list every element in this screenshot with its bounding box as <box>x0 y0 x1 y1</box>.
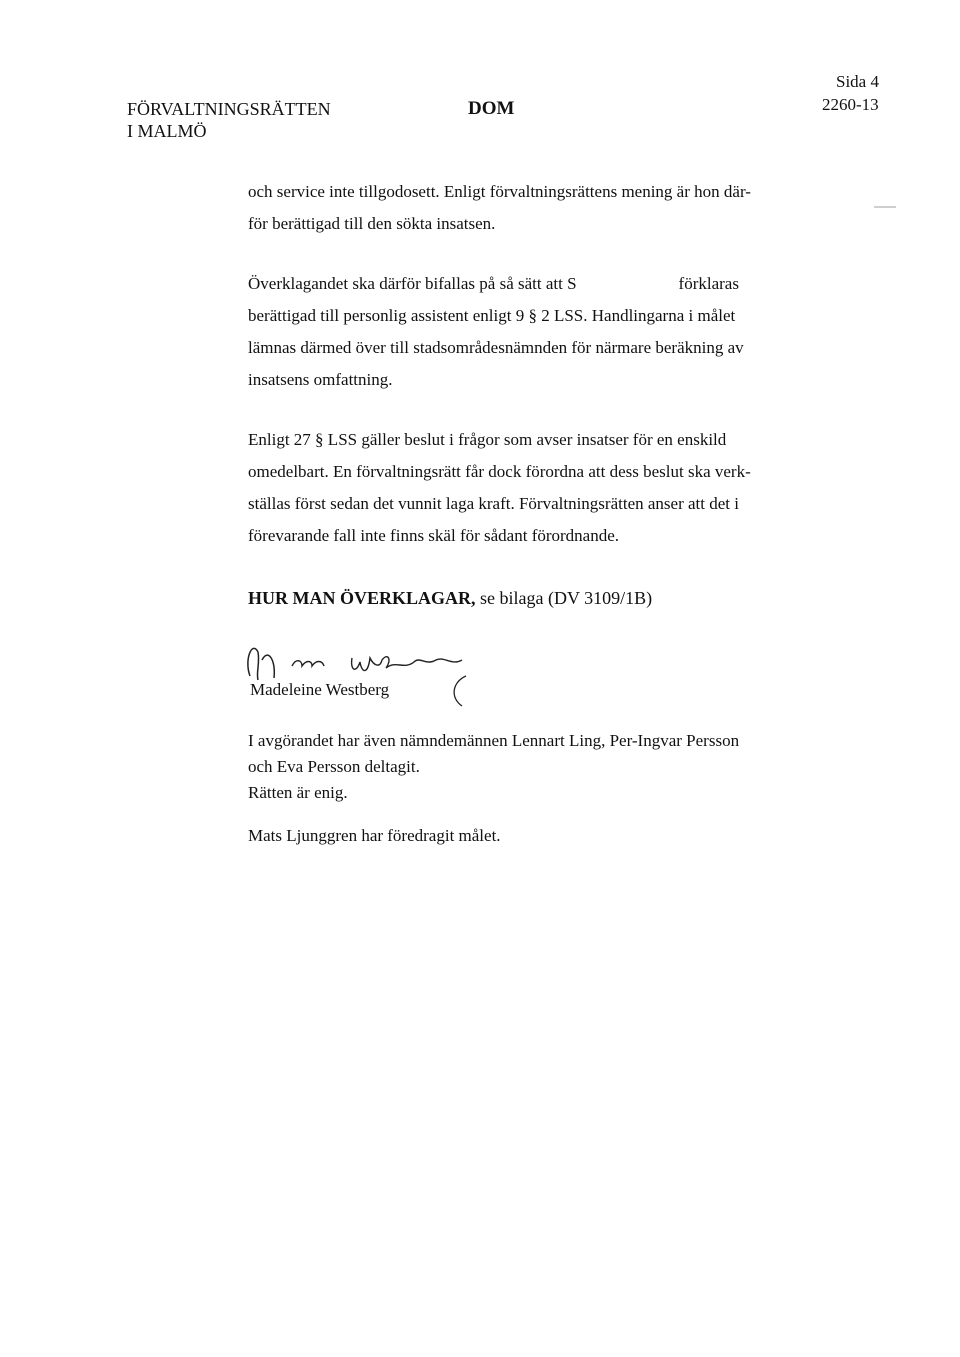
text-line: ställas först sedan det vunnit laga kraft. Förvaltningsrätten anser att det i <box>248 494 739 513</box>
scan-mark <box>874 206 896 208</box>
appeal-reference: se bilaga (DV 3109/1B) <box>475 588 653 608</box>
text-line: Överklagandet ska därför bifallas på så sätt att S förklaras <box>248 274 739 293</box>
text-line: berättigad till personlig assistent enligt 9 § 2 LSS. Handlingarna i målet <box>248 306 736 325</box>
court-name-line2: I MALMÖ <box>127 121 207 141</box>
text-line: omedelbart. En förvaltningsrätt får dock förordna att dess beslut ska verk- <box>248 462 751 481</box>
text-line: I avgörandet har även nämndemännen Lennart Ling, Per-Ingvar Persson <box>248 731 740 750</box>
court-name <box>127 98 331 142</box>
paragraph-reasoning-end <box>248 176 808 240</box>
text-line: och service inte tillgodosett. Enligt förvaltningsrättens mening är hon där- <box>248 182 751 201</box>
text-line: och Eva Persson deltagit. <box>248 757 420 776</box>
appeal-instructions <box>248 588 652 609</box>
lay-judges-paragraph <box>248 728 808 806</box>
text-line: förevarande fall inte finns skäl för sådant förordnande. <box>248 526 620 545</box>
text-line: Enligt 27 § LSS gäller beslut i frågor som avser insatser för en enskild <box>248 430 727 449</box>
signer-name: Madeleine Westberg <box>250 680 390 699</box>
court-name-line1: FÖRVALTNINGSRÄTTEN <box>127 99 331 119</box>
document-type: DOM <box>468 98 515 119</box>
text-line: lämnas därmed över till stadsområdesnämnden för närmare beräkning av <box>248 338 744 357</box>
page-number: Sida 4 <box>836 72 879 91</box>
text-line: för berättigad till den sökta insatsen. <box>248 214 496 233</box>
paragraph-decision <box>248 268 808 396</box>
appeal-heading: HUR MAN ÖVERKLAGAR, <box>248 588 476 608</box>
paragraph-enforcement <box>248 424 808 552</box>
text-line: insatsens omfattning. <box>248 370 393 389</box>
text-line: Rätten är enig. <box>248 783 348 802</box>
rapporteur-line: Mats Ljunggren har föredragit målet. <box>248 826 501 845</box>
case-number: 2260-13 <box>822 95 879 114</box>
